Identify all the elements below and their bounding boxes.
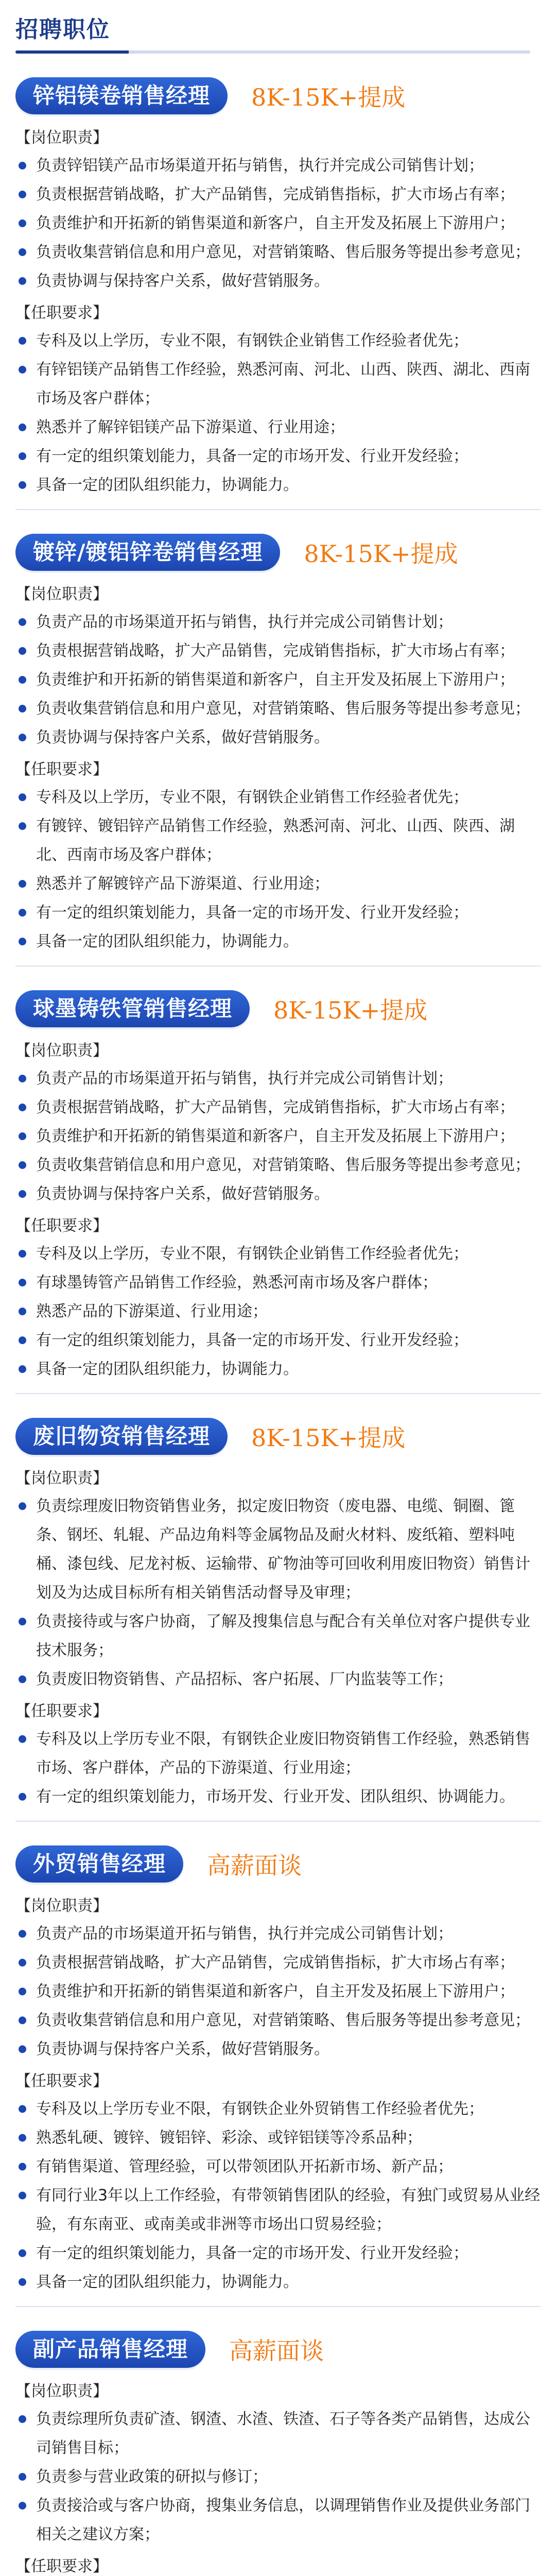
list-item-text: 负责锌铝镁产品市场渠道开拓与销售，执行并完成公司销售计划； [36, 157, 484, 175]
job-salary: 8K-15K+提成 [304, 540, 458, 568]
list-item [15, 1122, 541, 1151]
list-item-text: 负责维护和开拓新的销售渠道和新客户，自主开发及拓展上下游用户； [36, 1982, 515, 2001]
bullet-dot-icon [19, 2016, 26, 2024]
page-header [0, 0, 556, 54]
requirements-heading: 【任职要求】 [15, 304, 108, 322]
job-title-badge: 外贸销售经理 [15, 1845, 183, 1883]
bullet-dot-icon [19, 1308, 26, 1315]
list-item [15, 783, 541, 812]
section-divider [15, 509, 541, 510]
bullet-dot-icon [19, 481, 26, 489]
list-item-text: 负责综理废旧物资销售业务，拟定废旧物资（废电器、电缆、铜圈、篦条、钢坯、轧辊、产品边角料等金属物品及耐火材料、废纸箱、塑料吨桶、漆包线、尼龙衬板、运输带、矿物油等可回收利用废旧物资）销售计划及为达成目标所有相关销售活动督导及审理； [36, 1497, 530, 1602]
job-header [15, 1412, 541, 1461]
list-item [15, 899, 541, 927]
list-item [15, 1607, 541, 1665]
list-item [15, 2153, 541, 2181]
bullet-dot-icon [19, 2163, 26, 2171]
job-salary: 高薪面谈 [229, 2337, 324, 2365]
list-item-text: 有销售渠道、管理经验，可以带领团队开拓新市场、新产品； [36, 2158, 453, 2176]
list-item-text: 熟悉并了解锌铝镁产品下游渠道、行业用途； [36, 418, 345, 436]
list-item [15, 2124, 541, 2153]
list-item-text: 有一定的组织策划能力，具备一定的市场开发、行业开发经验； [36, 904, 468, 922]
bullet-dot-icon [19, 1618, 26, 1625]
bullet-dot-icon [19, 2415, 26, 2423]
job-header [15, 1839, 541, 1889]
list-item [15, 927, 541, 956]
job-title-badge: 球墨铸铁管销售经理 [15, 990, 250, 1027]
list-item [15, 180, 541, 209]
bullet-dot-icon [19, 1161, 26, 1169]
list-item-text: 负责废旧物资销售、产品招标、客户拓展、厂内监装等工作； [36, 1670, 453, 1688]
bullet-dot-icon [19, 909, 26, 917]
list-item [15, 870, 541, 899]
list-item [15, 2095, 541, 2124]
list-item [15, 209, 541, 238]
duties-list [15, 151, 541, 296]
list-item-text: 负责根据营销战略，扩大产品销售，完成销售指标，扩大市场占有率； [36, 1098, 515, 1116]
duties-list [15, 1492, 541, 1694]
job-header [15, 71, 541, 121]
list-item-text: 负责根据营销战略，扩大产品销售，完成销售指标，扩大市场占有率； [36, 642, 515, 660]
job-salary: 8K-15K+提成 [273, 996, 428, 1024]
list-item-text: 有一定的组织策划能力，具备一定的市场开发、行业开发经验； [36, 1331, 468, 1349]
list-item-text: 有锌铝镁产品销售工作经验，熟悉河南、河北、山西、陕西、湖北、西南市场及客户群体； [36, 361, 530, 408]
section-divider [15, 1821, 541, 1822]
title-underline [15, 50, 530, 54]
list-item-text: 有一定的组织策划能力，具备一定的市场开发、行业开发经验； [36, 2244, 468, 2262]
bullet-dot-icon [19, 2502, 26, 2510]
bullet-dot-icon [19, 1793, 26, 1801]
list-item [15, 1297, 541, 1326]
list-item [15, 1268, 541, 1297]
list-item [15, 812, 541, 870]
job-section [0, 71, 556, 510]
list-item [15, 1180, 541, 1209]
list-item-text: 负责收集营销信息和用户意见，对营销策略、售后服务等提出参考意见； [36, 2011, 530, 2029]
job-title-badge: 副产品销售经理 [15, 2331, 205, 2368]
list-item-text: 负责维护和开拓新的销售渠道和新客户，自主开发及拓展上下游用户； [36, 214, 515, 232]
bullet-dot-icon [19, 705, 26, 713]
job-header [15, 528, 541, 577]
list-item [15, 2463, 541, 2492]
duties-list [15, 1920, 541, 2064]
list-item-text: 负责参与营业政策的研拟与修订； [36, 2468, 268, 2486]
requirements-heading: 【任职要求】 [15, 2557, 108, 2575]
list-item [15, 1064, 541, 1093]
bullet-dot-icon [19, 793, 26, 801]
duties-heading: 【岗位职责】 [15, 2382, 108, 2400]
duties-list [15, 2405, 541, 2549]
list-item [15, 1665, 541, 1694]
duties-list [15, 1064, 541, 1209]
bullet-dot-icon [19, 1279, 26, 1286]
bullet-dot-icon [19, 1959, 26, 1967]
list-item [15, 1151, 541, 1180]
job-title-badge: 镀锌/镀铝锌卷销售经理 [15, 534, 280, 571]
job-list [0, 71, 556, 2576]
job-salary: 8K-15K+提成 [251, 1424, 406, 1452]
bullet-dot-icon [19, 1735, 26, 1743]
job-salary: 高薪面谈 [207, 1852, 302, 1879]
list-item [15, 442, 541, 471]
list-item-text: 专科及以上学历专业不限，有钢铁企业外贸销售工作经验者优先； [36, 2100, 484, 2118]
bullet-dot-icon [19, 2249, 26, 2257]
bullet-dot-icon [19, 676, 26, 684]
bullet-dot-icon [19, 1075, 26, 1082]
list-item [15, 1977, 541, 2006]
list-item [15, 1948, 541, 1977]
list-item [15, 723, 541, 752]
bullet-dot-icon [19, 618, 26, 626]
job-section [0, 2325, 556, 2576]
list-item-text: 负责维护和开拓新的销售渠道和新客户，自主开发及拓展上下游用户； [36, 671, 515, 689]
bullet-dot-icon [19, 1104, 26, 1111]
list-item [15, 1240, 541, 1268]
bullet-dot-icon [19, 1675, 26, 1683]
list-item [15, 694, 541, 723]
job-section [0, 984, 556, 1394]
list-item [15, 355, 541, 413]
list-item-text: 有球墨铸管产品销售工作经验，熟悉河南市场及客户群体； [36, 1274, 438, 1292]
job-salary: 8K-15K+提成 [251, 83, 406, 111]
list-item [15, 1492, 541, 1607]
duties-heading: 【岗位职责】 [15, 129, 108, 147]
list-item-text: 具备一定的团队组织能力，协调能力。 [36, 476, 299, 494]
requirements-list [15, 327, 541, 500]
list-item-text: 具备一定的团队组织能力，协调能力。 [36, 933, 299, 951]
list-item-text: 负责接待或与客户协商，了解及搜集信息与配合有关单位对客户提供专业技术服务； [36, 1613, 530, 1659]
list-item-text: 具备一定的团队组织能力，协调能力。 [36, 1360, 299, 1378]
bullet-dot-icon [19, 452, 26, 460]
list-item-text: 专科及以上学历，专业不限，有钢铁企业销售工作经验者优先； [36, 332, 468, 350]
job-title-badge: 锌铝镁卷销售经理 [15, 77, 228, 114]
bullet-dot-icon [19, 2278, 26, 2286]
bullet-dot-icon [19, 2473, 26, 2481]
list-item [15, 1355, 541, 1384]
bullet-dot-icon [19, 423, 26, 431]
list-item-text: 负责产品的市场渠道开拓与销售，执行并完成公司销售计划； [36, 1070, 453, 1088]
list-item [15, 2239, 541, 2268]
list-item-text: 负责接洽或与客户协商，搜集业务信息，以调理销售作业及提供业务部门相关之建议方案； [36, 2497, 530, 2544]
bullet-dot-icon [19, 1502, 26, 1510]
duties-list [15, 608, 541, 752]
requirements-heading: 【任职要求】 [15, 760, 108, 778]
list-item [15, 2181, 541, 2239]
bullet-dot-icon [19, 191, 26, 198]
list-item-text: 专科及以上学历，专业不限，有钢铁企业销售工作经验者优先； [36, 1245, 468, 1263]
list-item [15, 413, 541, 442]
list-item-text: 有同行业3年以上工作经验，有带领销售团队的经验，有独门或贸易从业经验，有东南亚、或南美或非洲等市场出口贸易经验； [36, 2187, 541, 2233]
list-item [15, 238, 541, 267]
list-item-text: 具备一定的团队组织能力，协调能力。 [36, 2273, 299, 2291]
requirements-heading: 【任职要求】 [15, 1217, 108, 1235]
job-section [0, 528, 556, 967]
requirements-list [15, 1725, 541, 1811]
bullet-dot-icon [19, 1930, 26, 1938]
job-section [0, 1839, 556, 2307]
bullet-dot-icon [19, 647, 26, 655]
list-item [15, 267, 541, 296]
list-item-text: 负责协调与保持客户关系，做好营销服务。 [36, 1185, 329, 1203]
list-item [15, 608, 541, 637]
bullet-dot-icon [19, 2105, 26, 2113]
list-item [15, 2035, 541, 2064]
list-item [15, 1920, 541, 1948]
list-item [15, 2492, 541, 2549]
section-divider [15, 2306, 541, 2307]
bullet-dot-icon [19, 2134, 26, 2142]
list-item [15, 2006, 541, 2035]
list-item [15, 2405, 541, 2463]
duties-heading: 【岗位职责】 [15, 1469, 108, 1487]
list-item [15, 666, 541, 694]
bullet-dot-icon [19, 1250, 26, 1258]
job-header [15, 984, 541, 1033]
list-item-text: 负责收集营销信息和用户意见，对营销策略、售后服务等提出参考意见； [36, 1156, 530, 1174]
list-item-text: 负责收集营销信息和用户意见，对营销策略、售后服务等提出参考意见； [36, 243, 530, 261]
bullet-dot-icon [19, 734, 26, 741]
bullet-dot-icon [19, 2192, 26, 2199]
list-item-text: 熟悉轧硬、镀锌、镀铝锌、彩涂、或锌铝镁等冷系品种； [36, 2129, 422, 2147]
list-item-text: 负责协调与保持客户关系，做好营销服务。 [36, 2040, 329, 2058]
list-item-text: 负责产品的市场渠道开拓与销售，执行并完成公司销售计划； [36, 1925, 453, 1943]
list-item-text: 负责根据营销战略，扩大产品销售，完成销售指标，扩大市场占有率； [36, 1954, 515, 1972]
bullet-dot-icon [19, 822, 26, 830]
bullet-dot-icon [19, 880, 26, 888]
bullet-dot-icon [19, 2045, 26, 2053]
list-item [15, 1783, 541, 1811]
list-item [15, 2268, 541, 2297]
job-header [15, 2325, 541, 2374]
list-item [15, 471, 541, 500]
bullet-dot-icon [19, 162, 26, 170]
bullet-dot-icon [19, 366, 26, 374]
list-item-text: 负责根据营销战略，扩大产品销售，完成销售指标，扩大市场占有率； [36, 185, 515, 204]
list-item-text: 负责综理所负责矿渣、钢渣、水渣、铁渣、石子等各类产品销售，达成公司销售目标； [36, 2410, 530, 2457]
requirements-heading: 【任职要求】 [15, 2072, 108, 2090]
list-item-text: 熟悉并了解镀锌产品下游渠道、行业用途； [36, 875, 329, 893]
list-item [15, 327, 541, 355]
section-divider [15, 1393, 541, 1394]
list-item-text: 负责维护和开拓新的销售渠道和新客户，自主开发及拓展上下游用户； [36, 1127, 515, 1145]
list-item-text: 负责收集营销信息和用户意见，对营销策略、售后服务等提出参考意见； [36, 700, 530, 718]
bullet-dot-icon [19, 1190, 26, 1198]
list-item-text: 有一定的组织策划能力，市场开发、行业开发、团队组织、协调能力。 [36, 1788, 515, 1806]
list-item-text: 负责协调与保持客户关系，做好营销服务。 [36, 272, 329, 290]
list-item [15, 1725, 541, 1783]
bullet-dot-icon [19, 938, 26, 945]
list-item-text: 负责产品的市场渠道开拓与销售，执行并完成公司销售计划； [36, 613, 453, 631]
duties-heading: 【岗位职责】 [15, 1042, 108, 1060]
page-title: 招聘职位 [15, 16, 110, 43]
requirements-heading: 【任职要求】 [15, 1702, 108, 1720]
list-item-text: 有一定的组织策划能力，具备一定的市场开发、行业开发经验； [36, 447, 468, 465]
bullet-dot-icon [19, 1336, 26, 1344]
bullet-dot-icon [19, 1132, 26, 1140]
list-item-text: 专科及以上学历专业不限，有钢铁企业废旧物资销售工作经验，熟悉销售市场、客户群体，产品的下游渠道、行业用途； [36, 1730, 530, 1777]
requirements-list [15, 783, 541, 956]
list-item-text: 熟悉产品的下游渠道、行业用途； [36, 1302, 268, 1320]
bullet-dot-icon [19, 248, 26, 256]
duties-heading: 【岗位职责】 [15, 585, 108, 603]
job-section [0, 1412, 556, 1822]
bullet-dot-icon [19, 1988, 26, 1995]
requirements-list [15, 1240, 541, 1384]
list-item-text: 有镀锌、镀铝锌产品销售工作经验，熟悉河南、河北、山西、陕西、湖北、西南市场及客户群体； [36, 817, 515, 864]
bullet-dot-icon [19, 1365, 26, 1373]
bullet-dot-icon [19, 277, 26, 285]
list-item [15, 1326, 541, 1355]
section-divider [15, 965, 541, 967]
duties-heading: 【岗位职责】 [15, 1897, 108, 1915]
bullet-dot-icon [19, 337, 26, 345]
list-item-text: 专科及以上学历，专业不限，有钢铁企业销售工作经验者优先； [36, 788, 468, 806]
bullet-dot-icon [19, 219, 26, 227]
list-item-text: 负责协调与保持客户关系，做好营销服务。 [36, 728, 329, 747]
list-item [15, 637, 541, 666]
list-item [15, 1093, 541, 1122]
list-item [15, 151, 541, 180]
requirements-list [15, 2095, 541, 2297]
job-title-badge: 废旧物资销售经理 [15, 1418, 228, 1455]
